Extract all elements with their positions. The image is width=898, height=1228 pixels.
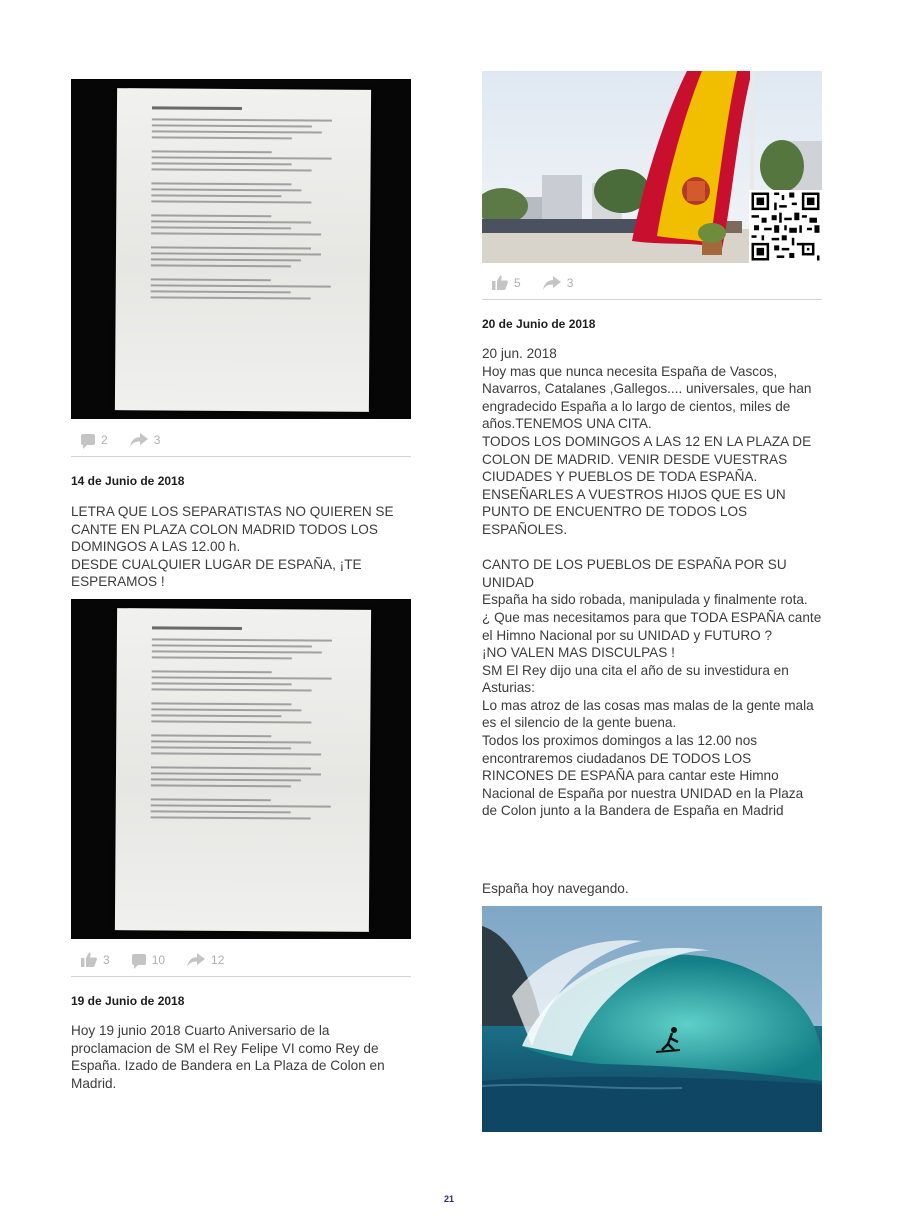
surfing-wave-image bbox=[482, 906, 822, 1132]
share-icon bbox=[130, 433, 148, 447]
comments-count: 10 bbox=[151, 952, 166, 967]
like-icon bbox=[81, 952, 97, 967]
page-number: 21 bbox=[443, 1194, 454, 1204]
shares-count: 12 bbox=[211, 952, 225, 967]
right-post-2-date: 20 de Junio de 2018 bbox=[482, 317, 596, 331]
share-icon bbox=[187, 953, 205, 967]
right-post-2-caption: España hoy navegando. bbox=[482, 881, 629, 896]
right-post-1-engagement-bar bbox=[482, 266, 822, 300]
flag-ceremony-photo[interactable] bbox=[482, 71, 822, 263]
likes-count: 5 bbox=[514, 275, 521, 290]
lyrics-text-lines bbox=[151, 118, 352, 303]
shares-stat[interactable] bbox=[543, 276, 574, 290]
likes-stat[interactable] bbox=[492, 275, 521, 290]
likes-stat[interactable] bbox=[81, 952, 110, 967]
post-3-date: 19 de Junio de 2018 bbox=[71, 994, 185, 1008]
qr-code-pattern bbox=[749, 190, 822, 263]
shares-count: 3 bbox=[153, 432, 161, 447]
post-2-engagement-bar bbox=[71, 943, 411, 977]
comment-icon bbox=[132, 954, 146, 965]
printed-lyrics-sheet bbox=[115, 88, 371, 412]
comments-count: 2 bbox=[101, 432, 108, 447]
surfing-wave-photo[interactable] bbox=[482, 906, 822, 1132]
shares-count: 3 bbox=[566, 275, 574, 290]
shares-stat[interactable] bbox=[130, 433, 161, 447]
comments-stat[interactable] bbox=[81, 433, 108, 447]
printed-lyrics-sheet bbox=[115, 608, 371, 932]
post-3-text: Hoy 19 junio 2018 Cuarto Aniversario de la proclamacion de SM el Rey Felipe VI como Rey de España. Izado de Bandera en La Plaza de Colon en Madrid. bbox=[71, 1023, 385, 1091]
likes-count: 3 bbox=[103, 952, 110, 967]
share-icon bbox=[543, 276, 561, 290]
anthem-lyrics-photo-2[interactable] bbox=[71, 599, 411, 939]
comments-stat[interactable] bbox=[132, 953, 165, 967]
post-2-date: 14 de Junio de 2018 bbox=[71, 474, 185, 488]
qr-code[interactable] bbox=[749, 190, 822, 263]
anthem-lyrics-photo[interactable] bbox=[71, 79, 411, 419]
like-icon bbox=[492, 275, 508, 290]
lyrics-text-lines bbox=[151, 638, 352, 823]
post-2-text: LETRA QUE LOS SEPARATISTAS NO QUIEREN SE CANTE EN PLAZA COLON MADRID TODOS LOS DOMINGOS A LAS 12.00 h. DESDE CUALQUIER LUGAR DE ESPAÑA, ¡TE ESPERAMOS ! bbox=[71, 504, 394, 590]
shares-stat[interactable] bbox=[187, 953, 224, 967]
right-post-2-text: 20 jun. 2018 Hoy mas que nunca necesita España de Vascos, Navarros, Catalanes ,Gallegos.... universales, que han engradecido España a lo largo de cientos, miles de años.TENEMOS UNA CITA. TODOS LOS DOMINGOS A LAS 12 EN LA PLAZA DE COLON DE MADRID. VENIR DESDE VUESTRAS CIUDADES Y PUEBLOS DE TODA ESPAÑA. ENSEÑARLES A VUESTROS HIJOS QUE ES UN PUNTO DE ENCUENTRO DE TODOS LOS ESPAÑOLES. CANTO DE LOS PUEBLOS DE ESPAÑA POR SU UNIDAD España ha sido robada, manipulada y finalmente rota. ¿ Que mas necesitamos para que TODA ESPAÑA cante el Himno Nacional por su UNIDAD y FUTURO ? ¡NO VALEN MAS DISCULPAS ! SM El Rey dijo una cita el año de su investidura en Asturias: Lo mas atroz de las cosas mas malas de la gente mala es el silencio de la gente buena. Todos los proximos domingos a las 12.00 nos encontraremos ciudadanos DE TODOS LOS RINCONES DE ESPAÑA para cantar este Himno Nacional de España por nuestra UNIDAD en la Plaza de Colon junto a la Bandera de España en Madrid bbox=[482, 346, 822, 819]
post-1-engagement-bar bbox=[71, 423, 411, 457]
comment-icon bbox=[81, 434, 95, 445]
